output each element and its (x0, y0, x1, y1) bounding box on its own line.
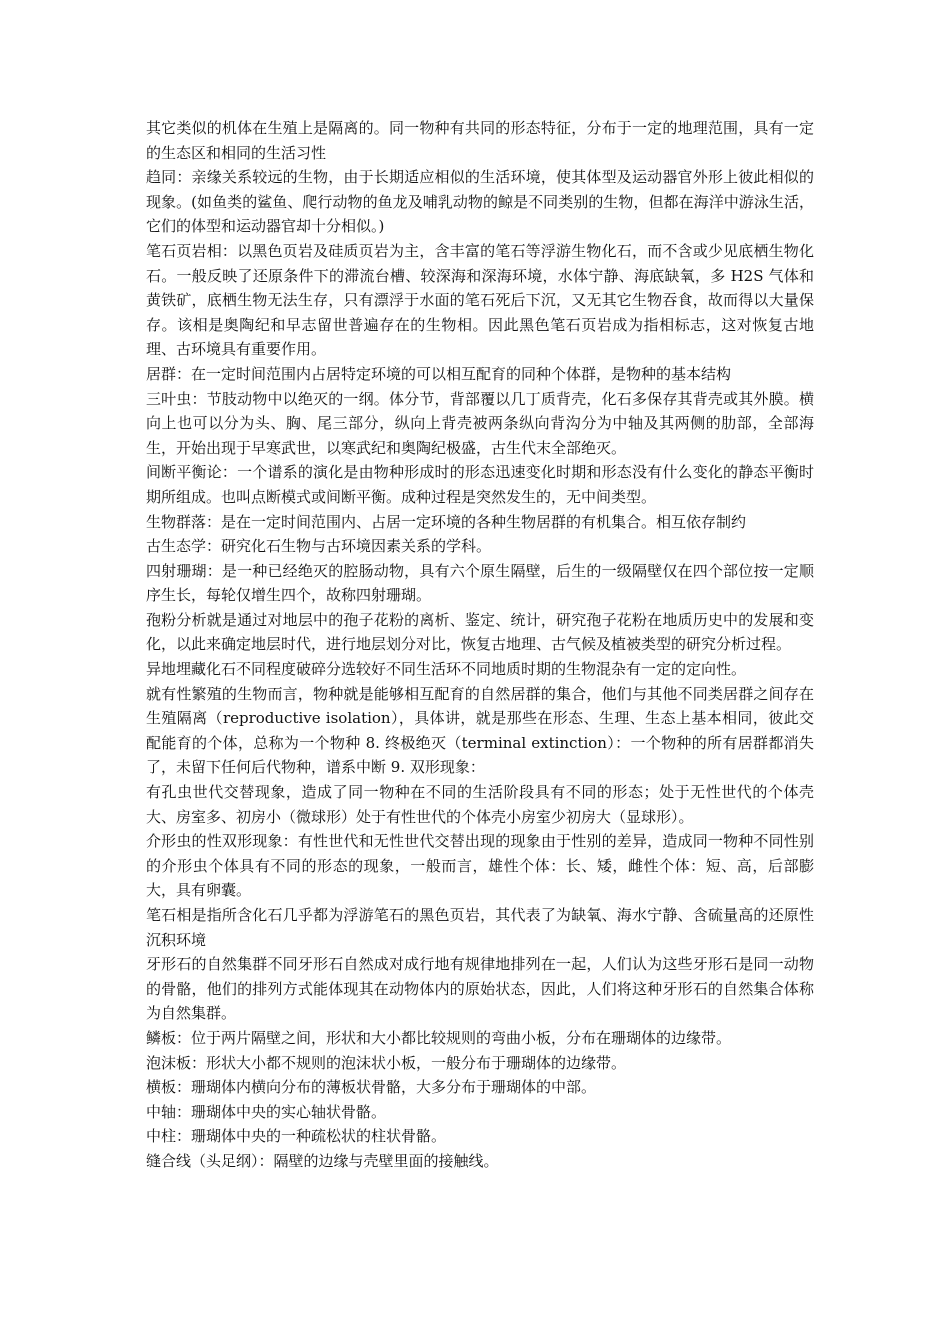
paragraph-palynology: 孢粉分析就是通过对地层中的孢子花粉的离析、鉴定、统计，研究孢子花粉在地质历史中的发展和变化，以此来确定地层时代，进行地层划分对比，恢复古地理、古气候及植被类型的研究分析过程。 (146, 610, 814, 654)
paragraph-allochthonous-fossil: 异地埋藏化石不同程度破碎分选较好不同生活环不同地质时期的生物混杂有一定的定向性。 (146, 660, 747, 679)
paragraph-biocommunity: 生物群落：是在一定时间范围内、占居一定环境的各种生物居群的有机集合。相互依存制约 (146, 512, 747, 531)
paragraph-paleoecology: 古生态学：研究化石生物与古环境因素关系的学科。 (146, 537, 492, 556)
paragraph-trilobite: 三叶虫：节肢动物中以绝灭的一纲。体分节，背部覆以几丁质背壳，化石多保存其背壳或其外膜。横向上也可以分为头、胸、尾三部分，纵向上背壳被两条纵向背沟分为中轴及其两侧的肋部，全部海生，开始出现于早寒武世，以寒武纪和奥陶纪极盛，古生代末全部绝灭。 (146, 389, 814, 457)
paragraph-columella: 中轴：珊瑚体中央的实心轴状骨骼。 (146, 1102, 387, 1121)
paragraph-tabula: 横板：珊瑚体内横向分布的薄板状骨骼，大多分布于珊瑚体的中部。 (146, 1078, 597, 1097)
paragraph-ostracod-dimorphism: 介形虫的性双形现象：有性世代和无性世代交替出现的现象由于性别的差异，造成同一物种不同性别的介形虫个体具有不同的形态的现象，一般而言，雄性个体：长、矮，雌性个体：短、高，后部膨大，具有卵囊。 (146, 832, 814, 900)
paragraph-population: 居群：在一定时间范围内占居特定环境的可以相互配育的同种个体群，是物种的基本结构 (146, 364, 732, 383)
paragraph-dissepiment: 鳞板：位于两片隔壁之间，形状和大小都比较规则的弯曲小板，分布在珊瑚体的边缘带。 (146, 1028, 732, 1047)
paragraph-conodont-assemblage: 牙形石的自然集群不同牙形石自然成对成行地有规律地排列在一起，人们认为这些牙形石是同一动物的骨骼，他们的排列方式能体现其在动物体内的原始状态，因此，人们将这种牙形石的自然集合体称为自然集群。 (146, 955, 814, 1023)
paragraph-graptolite-facies: 笔石相是指所含化石几乎都为浮游笔石的黑色页岩，其代表了为缺氧、海水宁静、含硫量高的还原性沉积环境 (146, 906, 814, 949)
paragraph-sexual-species: 就有性繁殖的生物而言，物种就是能够相互配育的自然居群的集合，他们与其他不同类居群之间存在生殖隔离（reproductive isolation），具体讲，就是那些在形态、生理、生态上基本相同，彼此交配能育的个体，总称为一个物种 8. 终极绝灭（terminal extinction）：一个物种的所有居群都消失了，未留下任何后代物种，谱系中断 9. 双形现象： (146, 684, 814, 777)
paragraph-foraminifera-alternation: 有孔虫世代交替现象，造成了同一物种在不同的生活阶段具有不同的形态；处于无性世代的个体壳大、房室多、初房小（微球形）处于有性世代的个体壳小房室少初房大（显球形）。 (146, 783, 814, 826)
paragraph-graptolite-shale-facies: 笔石页岩相：以黑色页岩及硅质页岩为主，含丰富的笔石等浮游生物化石，而不含或少见底栖生物化石。一般反映了还原条件下的滞流台槽、较深海和深海环境，水体宁静、海底缺氧，多 H2S 气体和黄铁矿，底栖生物无法生存，只有漂浮于水面的笔石死后下沉，又无其它生物吞食，故而得以大量保存。该相是奥陶纪和早志留世普遍存在的生物相。因此黑色笔石页岩成为指相标志，这对恢复古地理、古环境具有重要作用。 (146, 241, 814, 359)
paragraph-axial-structure: 中柱：珊瑚体中央的一种疏松状的柱状骨骼。 (146, 1127, 447, 1146)
paragraph-species-definition-cont: 其它类似的机体在生殖上是隔离的。同一物种有共同的形态特征，分布于一定的地理范围，具有一定的生态区和相同的生活习性 (146, 119, 814, 162)
paragraph-rugose-coral: 四射珊瑚：是一种已经绝灭的腔肠动物，具有六个原生隔壁，后生的一级隔壁仅在四个部位按一定顺序生长，每轮仅增生四个，故称四射珊瑚。 (146, 561, 814, 605)
paragraph-punctuated-equilibrium: 间断平衡论：一个谱系的演化是由物种形成时的形态迅速变化时期和形态没有什么变化的静态平衡时期所组成。也叫点断模式或间断平衡。成种过程是突然发生的，无中间类型。 (146, 463, 814, 506)
paragraph-convergence: 趋同：亲缘关系较远的生物，由于长期适应相似的生活环境，使其体型及运动器官外形上彼此相似的现象。(如鱼类的鲨鱼、爬行动物的鱼龙及哺乳动物的鲸是不同类别的生物，但都在海洋中游泳生活，它们的体型和运动器官却十分相似。) (146, 168, 814, 236)
paragraph-suture-line: 缝合线（头足纲）：隔壁的边缘与壳壁里面的接触线。 (146, 1151, 499, 1170)
paragraph-lonsdaleoid-dissepiment: 泡沫板：形状大小都不规则的泡沫状小板，一般分布于珊瑚体的边缘带。 (146, 1053, 627, 1072)
document-page (146, 116, 814, 1174)
